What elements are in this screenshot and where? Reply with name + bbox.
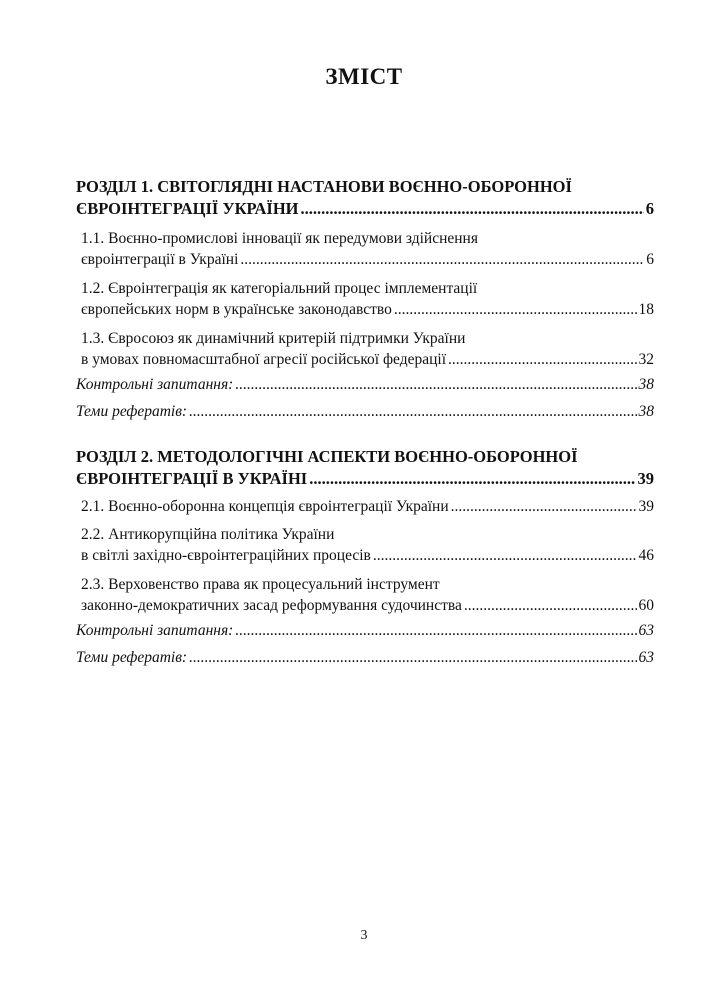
leader-dots — [301, 198, 644, 220]
chapter-page-number: 6 — [645, 199, 654, 218]
leader-dots — [189, 647, 636, 669]
section-page-number: 39 — [638, 498, 654, 515]
questions-page-number: 38 — [638, 376, 654, 393]
section-title-line1: 2.2. Антикорупційна політика України — [81, 526, 335, 543]
chapter-title-line2: ЄВРОІНТЕГРАЦІЇ В УКРАЇНІ — [76, 469, 308, 488]
section-page-number: 32 — [638, 351, 654, 368]
chapter-title-line1: РОЗДІЛ 2. МЕТОДОЛОГІЧНІ АСПЕКТИ ВОЄННО-ОБОРОННОЇ — [76, 447, 578, 466]
section-page-number: 6 — [646, 251, 654, 268]
toc-entry-chapter-2[interactable] — [76, 446, 654, 490]
toc-entry-section-1-2[interactable] — [76, 278, 654, 320]
toc-chapter-1 — [76, 176, 654, 423]
toc-entry-questions-2[interactable] — [76, 620, 654, 642]
essays-page-number: 63 — [638, 649, 654, 666]
leader-dots — [448, 349, 636, 370]
leader-dots — [235, 620, 636, 642]
questions-page-number: 63 — [638, 622, 654, 639]
section-title-line1: 2.3. Верховенство права як процесуальний інструмент — [81, 576, 440, 593]
section-page-number: 18 — [638, 301, 654, 318]
leader-dots — [189, 401, 636, 423]
leader-dots — [373, 545, 637, 566]
toc-entry-questions-1[interactable] — [76, 374, 654, 396]
chapter-page-number: 39 — [637, 469, 654, 488]
toc-entry-section-1-3[interactable] — [76, 328, 654, 370]
chapter-title-line2: ЄВРОІНТЕГРАЦІЇ УКРАЇНИ — [76, 199, 299, 218]
section-title-line1: 1.2. Євроінтеграція як категоріальний процес імплементації — [81, 280, 478, 297]
section-page-number: 60 — [638, 597, 654, 614]
section-title-line2: в умовах повномасштабної агресії російської федерації — [81, 351, 447, 368]
essays-page-number: 38 — [638, 403, 654, 420]
toc-chapter-2 — [76, 446, 654, 669]
leader-dots — [451, 496, 637, 517]
section-title-line2: євроінтеграції в Україні — [81, 251, 239, 268]
leader-dots — [235, 374, 636, 396]
section-title-line1: 1.3. Євросоюз як динамічний критерій підтримки України — [81, 330, 466, 347]
toc-entry-section-2-1[interactable] — [76, 496, 654, 517]
toc-entry-section-2-2[interactable] — [76, 524, 654, 566]
toc-entry-section-1-1[interactable] — [76, 228, 654, 270]
section-page-number: 46 — [638, 547, 654, 564]
section-title-line2: законно-демократичних засад реформування судочинства — [81, 597, 462, 614]
section-title-line2: в світлі західно-євроінтеграційних процесів — [81, 547, 371, 564]
leader-dots — [309, 468, 635, 490]
leader-dots — [394, 299, 637, 320]
page-title: ЗМІСТ — [325, 64, 403, 89]
chapter-title-line1: РОЗДІЛ 1. СВІТОГЛЯДНІ НАСТАНОВИ ВОЄННО-ОБОРОННОЇ — [76, 177, 572, 196]
section-title-line2: європейських норм в українське законодавство — [81, 301, 392, 318]
page-number: 3 — [360, 928, 368, 943]
essays-label: Теми рефератів: — [76, 649, 188, 666]
section-title-line1: 2.1. Воєнно-оборонна концепція євроінтеграції України — [81, 498, 449, 515]
toc-entry-essays-2[interactable] — [76, 647, 654, 669]
essays-label: Теми рефератів: — [76, 403, 188, 420]
leader-dots — [464, 595, 637, 616]
toc-entry-essays-1[interactable] — [76, 401, 654, 423]
questions-label: Контрольні запитання: — [76, 376, 234, 393]
toc-entry-section-2-3[interactable] — [76, 574, 654, 616]
questions-label: Контрольні запитання: — [76, 622, 234, 639]
leader-dots — [240, 249, 644, 270]
section-title-line1: 1.1. Воєнно-промислові інновації як передумови здійснення — [81, 230, 478, 247]
toc-entry-chapter-1[interactable] — [76, 176, 654, 220]
